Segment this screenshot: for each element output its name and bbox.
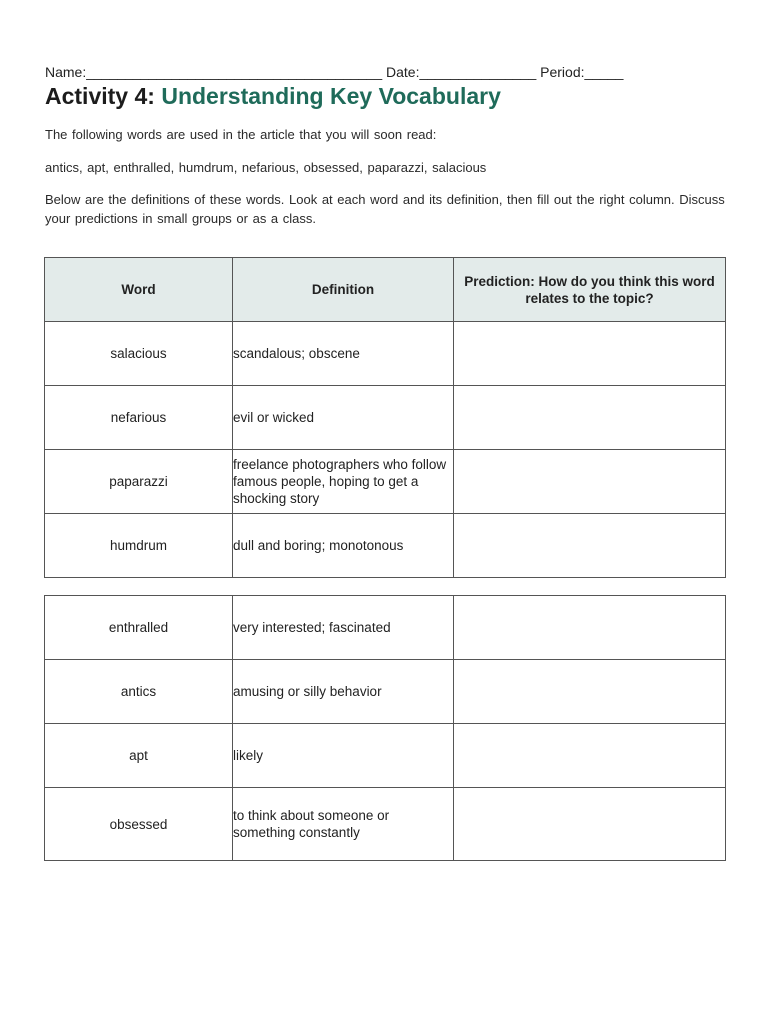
definition-cell: dull and boring; monotonous	[233, 514, 454, 578]
table-row	[45, 788, 726, 861]
prediction-cell[interactable]	[454, 724, 726, 788]
title-prefix: Activity 4:	[45, 83, 162, 109]
instructions-text: Below are the definitions of these words. Look at each word and its definition, then fill out the right column. Discuss your predictions in small groups or as a class.	[45, 192, 725, 226]
definition-cell: very interested; fascinated	[233, 596, 454, 660]
table-row	[45, 322, 726, 386]
prediction-cell[interactable]	[454, 322, 726, 386]
word-cell: enthralled	[45, 596, 233, 660]
definition-cell: likely	[233, 724, 454, 788]
word-cell: humdrum	[45, 514, 233, 578]
table-row	[45, 514, 726, 578]
word-column-header: Word	[45, 258, 233, 322]
table-row	[45, 450, 726, 514]
word-cell: salacious	[45, 322, 233, 386]
word-cell: antics	[45, 660, 233, 724]
word-cell: obsessed	[45, 788, 233, 861]
vocabulary-table-part-2	[44, 595, 726, 861]
definition-cell: scandalous; obscene	[233, 322, 454, 386]
table-row	[45, 596, 726, 660]
word-cell: paparazzi	[45, 450, 233, 514]
page-title	[45, 83, 501, 110]
word-cell: nefarious	[45, 386, 233, 450]
definition-cell: evil or wicked	[233, 386, 454, 450]
prediction-cell[interactable]	[454, 788, 726, 861]
table-header-row	[45, 258, 726, 322]
prediction-cell[interactable]	[454, 596, 726, 660]
prediction-cell[interactable]	[454, 514, 726, 578]
prediction-cell[interactable]	[454, 660, 726, 724]
prediction-column-header: Prediction: How do you think this word relates to the topic?	[454, 258, 726, 322]
word-list: antics, apt, enthralled, humdrum, nefarious, obsessed, paparazzi, salacious	[45, 160, 487, 175]
definition-cell: amusing or silly behavior	[233, 660, 454, 724]
title-accent: Understanding Key Vocabulary	[161, 83, 501, 109]
prediction-cell[interactable]	[454, 386, 726, 450]
name-date-period-line[interactable]: Name:______________________________________ Date:_______________ Period:_____	[45, 64, 624, 80]
definition-cell: freelance photographers who follow famous people, hoping to get a shocking story	[233, 450, 454, 514]
prediction-cell[interactable]	[454, 450, 726, 514]
intro-text: The following words are used in the article that you will soon read:	[45, 127, 437, 142]
table-row	[45, 724, 726, 788]
table-row	[45, 660, 726, 724]
word-cell: apt	[45, 724, 233, 788]
definition-cell: to think about someone or something constantly	[233, 788, 454, 861]
vocabulary-table-part-1	[44, 257, 726, 578]
table-row	[45, 386, 726, 450]
definition-column-header: Definition	[233, 258, 454, 322]
